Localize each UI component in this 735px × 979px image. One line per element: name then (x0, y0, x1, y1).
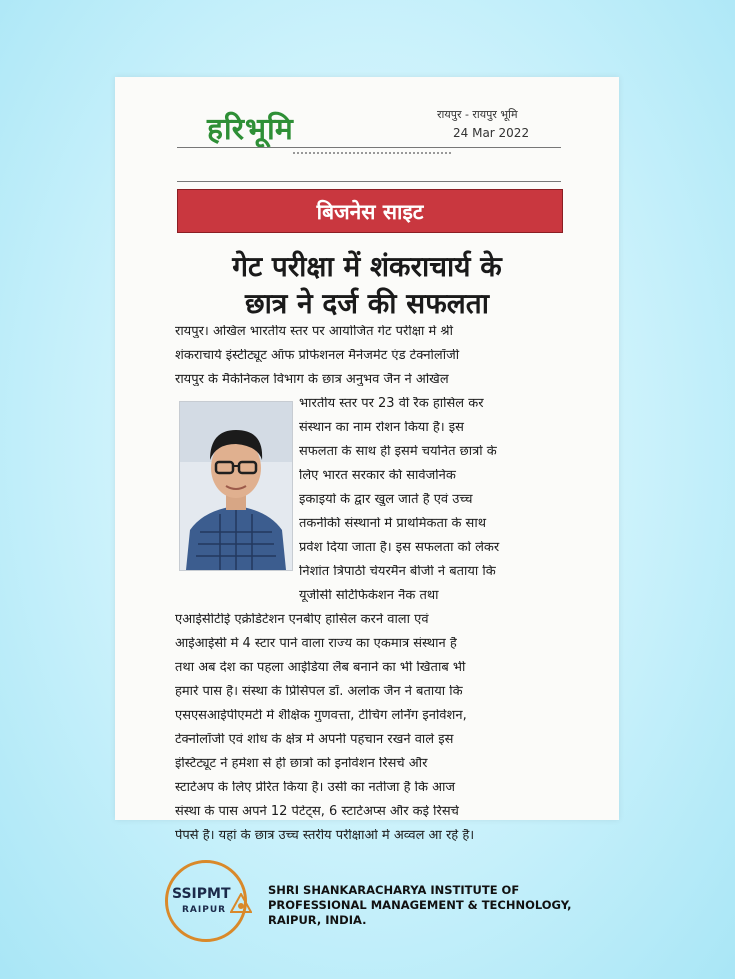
article-line: स्टार्टअप के लिए प्रेरित किया है। उसी का नतीजा है कि आज (175, 781, 456, 794)
section-label: बिजनेस साइट (316, 200, 424, 224)
headline-line-1: गेट परीक्षा में शंकराचार्य के (232, 250, 502, 283)
article-line: शंकराचार्य इंस्टीट्यूट ऑफ प्रोफेशनल मैनेजमेंट एंड टेक्नोलॉजी (175, 349, 460, 362)
article-line: एआईसीटीई एक्रेडिटेशन एनबीए हासिल करने वाला एवं (175, 613, 429, 626)
article-line: तथा अब देश का पहला आईडिया लैब बनाने का भी खिताब भी (175, 661, 466, 674)
institute-logo-sub: RAIPUR (182, 905, 227, 915)
article-line: पेपर्स है। यहां के छात्र उच्च स्तरीय परीक्षाओं में अव्वल आ रहे हैं। (175, 829, 475, 842)
article-line: निशांत त्रिपाठी चेयरमैन बीजी ने बताया कि (299, 565, 496, 578)
article-line: रायपुर। अखिल भारतीय स्तर पर आयोजित गेट परीक्षा में श्री (175, 325, 454, 338)
newspaper-clipping (115, 77, 619, 842)
article-line: इकाइयों के द्वार खुल जाते हैं एवं उच्च (299, 493, 473, 506)
article-line: हमारे पास है। संस्था के प्रिंसिपल डॉ. अलोक जैन ने बताया कि (175, 685, 463, 698)
publication-date: 24 Mar 2022 (453, 126, 530, 140)
article-line: तकनीकी संस्थानों में प्राथमिकता के साथ (299, 517, 487, 530)
article-line: भारतीय स्तर पर 23 वीं रैंक हासिल कर (299, 397, 484, 410)
headline-line-2: छात्र ने दर्ज की सफलता (245, 287, 489, 320)
institute-name-line-1: SHRI SHANKARACHARYA INSTITUTE OF (268, 883, 520, 897)
edition-label: रायपुर - रायपुर भूमि (437, 108, 518, 121)
section-banner (177, 189, 563, 233)
section-rule (177, 181, 561, 182)
masthead-rule (177, 147, 561, 148)
masthead-dotted-rule (293, 152, 451, 156)
institute-name-line-3: RAIPUR, INDIA. (268, 913, 367, 927)
article-line: टेक्नोलॉजी एवं शोध के क्षेत्र में अपनी पहचान रखने वाले इस (175, 733, 454, 746)
institute-logo-main: SSIPMT (172, 886, 231, 902)
article-line: आईआईसी में 4 स्टार पाने वाला राज्य का एकमात्र संस्थान है (175, 637, 457, 650)
article-line: संस्था के पास अपने 12 पेटेंट्स, 6 स्टार्टअप्स और कई रिसर्च (175, 805, 459, 818)
article-line: संस्थान का नाम रोशन किया है। इस (299, 421, 464, 434)
emblem-icon (230, 893, 252, 913)
article-line: यूजीसी सर्टिफिकेशन नैक तथा (299, 589, 439, 602)
student-portrait-icon (180, 402, 292, 570)
article-line: इंस्टिट्यूट ने हमेशा से ही छात्रों को इनोवेशन रिसर्च और (175, 757, 428, 770)
newspaper-masthead: हरिभूमि (207, 112, 294, 147)
article-line: लिए भारत सरकार की सार्वजनिक (299, 469, 456, 482)
article-line: प्रवेश दिया जाता है। इस सफलता को लेकर (299, 541, 500, 554)
student-photo (179, 401, 293, 571)
article-line: एसएसआईपीएमटी में शैक्षिक गुणवत्ता, टीचिंग लर्निंग इनोवेशन, (175, 709, 467, 722)
article-line: सफलता के साथ ही इसमें चयनित छात्रों के (299, 445, 497, 458)
institute-name-line-2: PROFESSIONAL MANAGEMENT & TECHNOLOGY, (268, 898, 572, 912)
article-line: रायपुर के मैकेनिकल विभाग के छात्र अनुभव जैन ने अखिल (175, 373, 449, 386)
